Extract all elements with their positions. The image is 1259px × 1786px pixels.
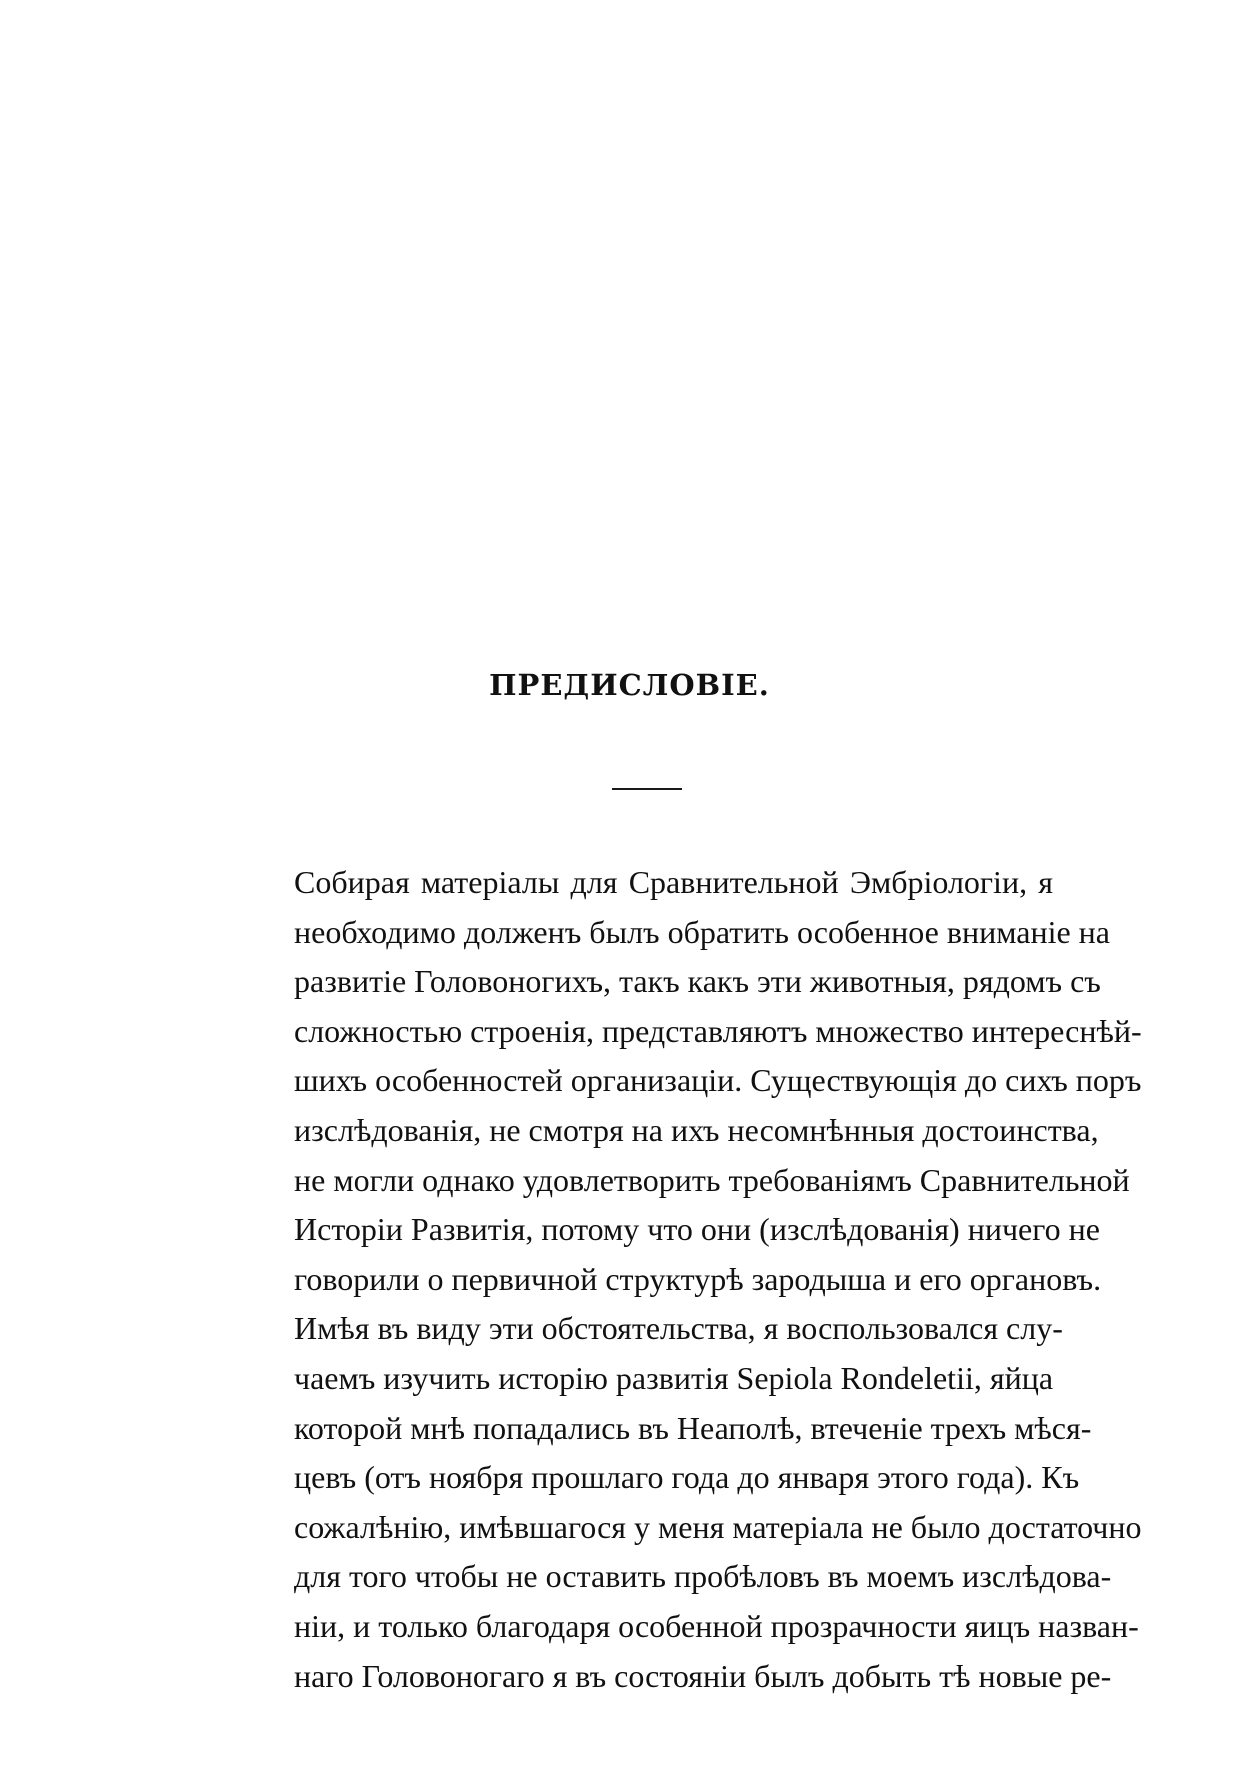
text-line: необходимо долженъ былъ обратить особенное вниманіе на (294, 913, 1110, 950)
text-line: развитіе Головоногихъ, такъ какъ эти животныя, рядомъ съ (294, 963, 1101, 1000)
text-line: не могли однако удовлетворить требованіямъ Сравнительной (294, 1161, 1130, 1198)
text-line: ніи, и только благодаря особенной прозрачности яицъ назван- (294, 1607, 1139, 1644)
paragraph-1 (240, 858, 1142, 1304)
title-divider (612, 788, 682, 790)
text-line: сложностью строенія, представляютъ множество интереснѣй- (294, 1012, 1142, 1049)
text-line: наго Головоногаго я въ состояніи былъ добыть тѣ новые ре- (294, 1657, 1112, 1694)
text-line: цевъ (отъ ноября прошлаго года до января этого года). Къ (294, 1459, 1080, 1496)
page-title: ПРЕДИСЛОВІЕ. (489, 668, 770, 702)
text-line: говорили о первичной структурѣ зародыша и его органовъ. (294, 1260, 1102, 1297)
text-line: Собирая матеріалы для Сравнительной Эмбріологіи, я (294, 864, 1053, 900)
paragraph-2 (240, 1304, 1142, 1701)
text-line: Исторіи Развитія, потому что они (изслѣдованія) ничего не (294, 1211, 1100, 1248)
text-line: для того чтобы не оставить пробѣловъ въ моемъ изслѣдова- (294, 1558, 1112, 1595)
text-line: Имѣя въ виду эти обстоятельства, я воспользовался слу- (294, 1310, 1063, 1347)
text-line: шихъ особенностей организаціи. Существующія до сихъ поръ (294, 1062, 1142, 1099)
text-line: которой мнѣ попадались въ Неаполѣ, втеченіе трехъ мѣся- (294, 1409, 1092, 1446)
preface-body (240, 858, 1142, 1701)
text-line: сожалѣнію, имѣвшагося у меня матеріала не было достаточно (294, 1508, 1142, 1545)
text-line: изслѣдованія, не смотря на ихъ несомнѣнныя достоинства, (294, 1111, 1099, 1148)
text-line: чаемъ изучить исторію развитія Sepiola Rondeletii, яйца (294, 1359, 1054, 1396)
